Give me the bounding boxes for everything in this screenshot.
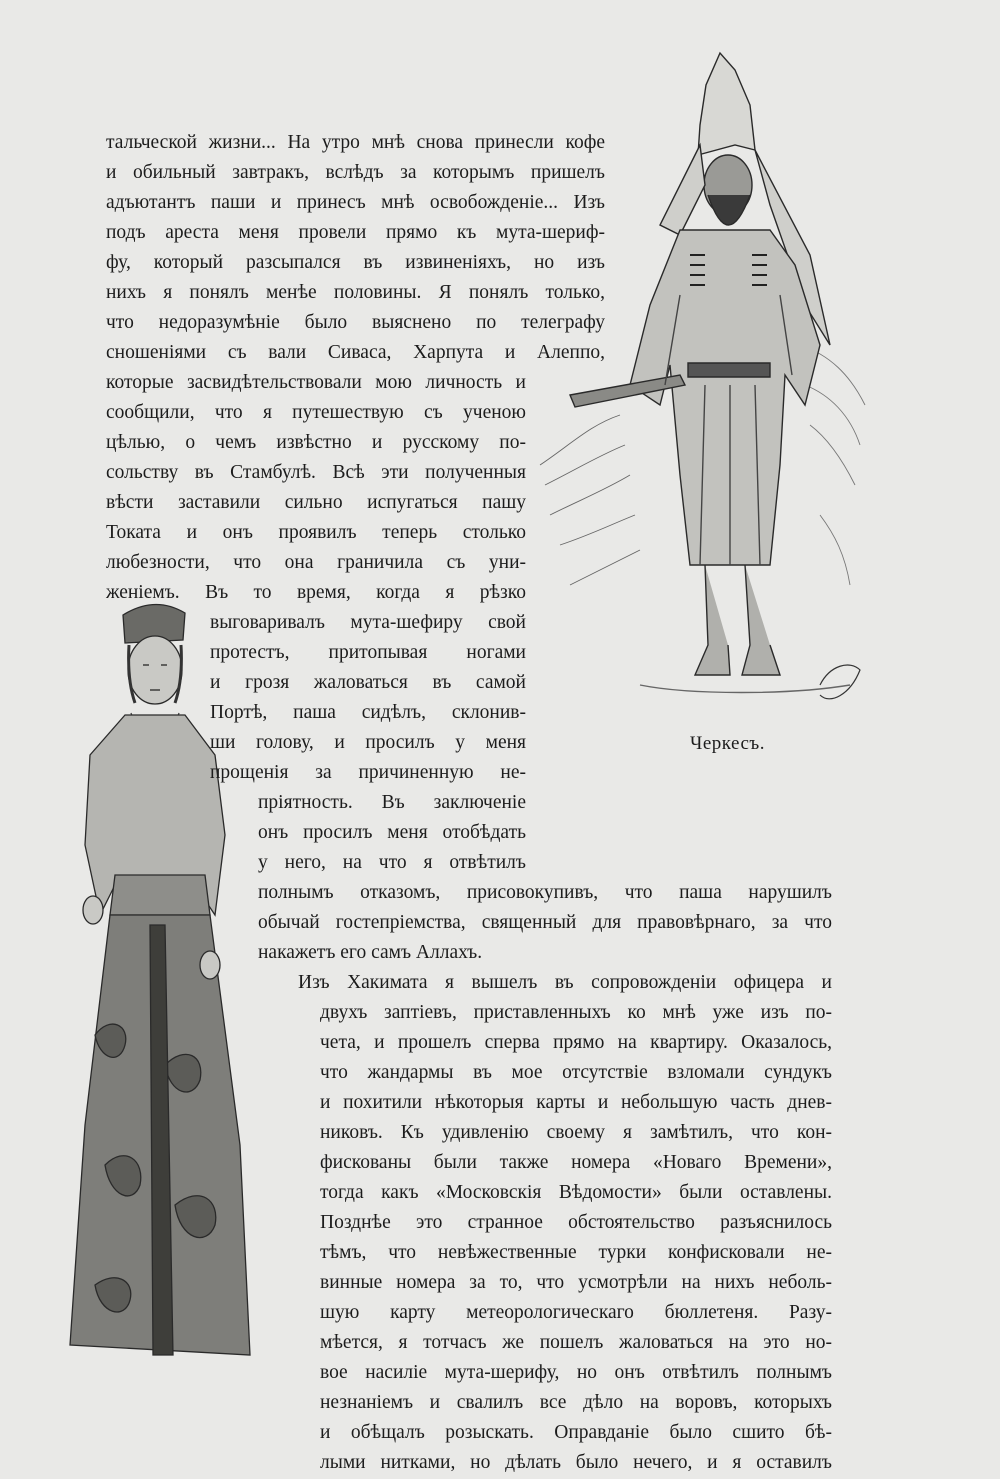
text-line: любезности, что она граничила съ уни- <box>106 552 526 573</box>
text-line: сношеніями съ вали Сиваса, Харпута и Алеппо, <box>106 342 605 363</box>
text-line: онъ просилъ меня отобѣдать <box>258 822 526 843</box>
text-line: Позднѣе это странное обстоятельство разъяснилось <box>320 1212 832 1233</box>
text-line: у него, на что я отвѣтилъ <box>258 852 526 873</box>
text-line: нихъ я понялъ менѣе половины. Я понялъ только, <box>106 282 605 303</box>
text-line: тальческой жизни... На утро мнѣ снова принесли кофе <box>106 132 605 153</box>
text-line: и обильный завтракъ, вслѣдъ за которымъ пришелъ <box>106 162 605 183</box>
text-line: чета, и прошелъ сперва прямо на квартиру. Оказалось, <box>320 1032 832 1053</box>
text-line: протестъ, притопывая ногами <box>210 642 526 663</box>
text-line: лыми нитками, но дѣлать было нечего, и я оставилъ <box>320 1452 832 1473</box>
text-line: ши голову, и просилъ у меня <box>210 732 526 753</box>
text-line: прощенія за причиненную не- <box>210 762 526 783</box>
text-line: вое насиліе мута-шерифу, но онъ отвѣтилъ полнымъ <box>320 1362 832 1383</box>
text-line: фискованы были также номера «Новаго Времени», <box>320 1152 832 1173</box>
text-line: обычай гостепріемства, священный для правовѣрнаго, за что <box>258 912 832 933</box>
text-line: вѣсти заставили сильно испугаться пашу <box>106 492 526 513</box>
text-line: шую карту метеорологическаго бюллетеня. Разу- <box>320 1302 832 1323</box>
text-line: Изъ Хакимата я вышелъ въ сопровожденіи офицера и <box>298 972 832 993</box>
text-line: тѣмъ, что невѣжественные турки конфисковали не- <box>320 1242 832 1263</box>
text-line: фу, который разсыпался въ извиненіяхъ, но изъ <box>106 252 605 273</box>
text-line: Токата и онъ проявилъ теперь столько <box>106 522 526 543</box>
text-line: тогда какъ «Московскія Вѣдомости» были оставлены. <box>320 1182 832 1203</box>
text-line: незнаніемъ и свалилъ все дѣло на воровъ, которыхъ <box>320 1392 832 1413</box>
text-line: цѣлью, о чемъ извѣстно и русскому по- <box>106 432 526 453</box>
text-line: женіемъ. Въ то время, когда я рѣзко <box>106 582 526 603</box>
text-line: и грозя жаловаться въ самой <box>210 672 526 693</box>
text-line: никовъ. Къ удивленію своему я замѣтилъ, что кон- <box>320 1122 832 1143</box>
figure-caption: Черкесъ. <box>690 733 765 754</box>
text-line: пріятность. Въ заключеніе <box>258 792 526 813</box>
text-line: мѣется, я тотчасъ же пошелъ жаловаться на это но- <box>320 1332 832 1353</box>
text-line: что недоразумѣніе было выяснено по телеграфу <box>106 312 605 333</box>
text-line: двухъ заптіевъ, приставленныхъ ко мнѣ уже изъ по- <box>320 1002 832 1023</box>
text-line: сообщили, что я путешествую съ ученою <box>106 402 526 423</box>
text-line: сольству въ Стамбулѣ. Всѣ эти полученныя <box>106 462 526 483</box>
text-line: подъ ареста меня провели прямо къ мута-шериф- <box>106 222 605 243</box>
text-line: и обѣщалъ розыскать. Оправданіе было сшито бѣ- <box>320 1422 832 1443</box>
text-line: что жандармы въ мое отсутствіе взломали сундукъ <box>320 1062 832 1083</box>
text-line: и похитили нѣкоторыя карты и небольшую часть днев- <box>320 1092 832 1113</box>
text-line: адъютантъ паши и принесъ мнѣ освобожденіе... Изъ <box>106 192 605 213</box>
text-line: полнымъ отказомъ, присовокупивъ, что паша нарушилъ <box>258 882 832 903</box>
text-line: Портѣ, паша сидѣлъ, склонив- <box>210 702 526 723</box>
text-line: выговаривалъ мута-шефиру свой <box>210 612 526 633</box>
text-line: накажетъ его самъ Аллахъ. <box>258 942 483 963</box>
text-line: винные номера за то, что усмотрѣли на нихъ неболь- <box>320 1272 832 1293</box>
text-line: которые засвидѣтельствовали мою личность и <box>106 372 526 393</box>
